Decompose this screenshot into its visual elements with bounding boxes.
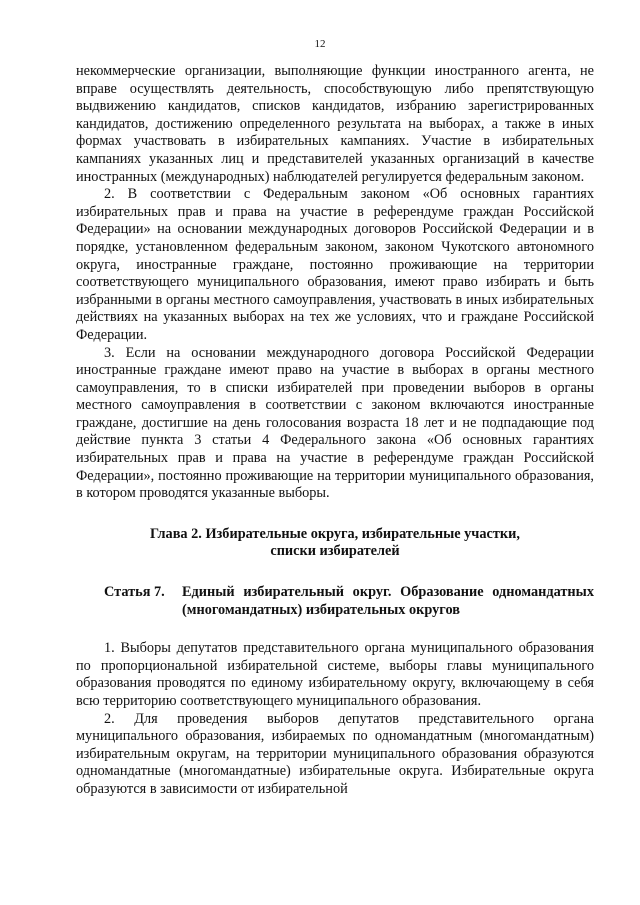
paragraph-2: 2. В соответствии с Федеральным законом «Об основных гарантиях избирательных прав и права на участие в референдуме граждан Российской Федерации» на основании международных договоров Российской Федерации и в порядке, установленном федеральным законом, законом Чукотского автономного округа, иностранные граждане, постоянно проживающие на территории соответствующего муниципального образования, имеют право избирать и быть избранными в органы местного самоуправления, участвовать в иных избирательных действиях на указанных выборах на тех же условиях, что и граждане Российской Федерации.: [76, 186, 594, 343]
article-paragraph-1: 1. Выборы депутатов представительного органа муниципального образования по пропорциональной избирательной системе, выборы главы муниципального образования проводятся по единому избирательному округу, включающему в себя всю территорию соответствующего муниципального образования.: [76, 640, 594, 709]
paragraph-3: 3. Если на основании международного договора Российской Федерации иностранные граждане имеют право на участие в выборах в органы местного самоуправления, то в списки избирателей при проведении выборов в органы местного самоуправления в соответствии с законом включаются иностранные граждане, достигшие на день голосования возраста 18 лет и не подпадающие под действие пункта 3 статьи 4 Федерального закона «Об основных гарантиях избирательных прав и права на участие в референдуме граждан Российской Федерации», постоянно проживающие на территории муниципального образования, в котором проводятся указанные выборы.: [76, 344, 594, 502]
page-number: 12: [314, 38, 326, 50]
article-paragraph-2: 2. Для проведения выборов депутатов представительного органа муниципального образования, избираемых по одномандатным (многомандатным) избирательным округам, на территории муниципального образования образуются одномандатные (многомандатные) избирательные округа. Избирательные округа образуются в зависимости от избирательной: [76, 710, 594, 797]
paragraph-continuation: некоммерческие организации, выполняющие функции иностранного агента, не вправе осуществлять деятельность, способствующую либо препятствующую выдвижению кандидатов, списков кандидатов, избранию зарегистрированных кандидатов, достижению определенного результата на выборах, а также в иных формах участвовать в избирательных кампаниях. Участие в избирательных кампаниях указанных лиц и представителей указанных организаций в качестве иностранных (международных) наблюдателей регулируется федеральным законом.: [76, 63, 594, 185]
document-body: [76, 63, 594, 799]
chapter-heading: [76, 526, 594, 561]
chapter-heading-line-1: Глава 2. Избирательные округа, избирательные участки,: [150, 525, 520, 542]
article-heading: [76, 584, 594, 619]
article-title: Единый избирательный округ. Образование одномандатных (многомандатных) избирательных округов: [182, 584, 594, 618]
chapter-heading-line-2: списки избирателей: [270, 543, 400, 560]
article-label: Статья 7.: [104, 584, 165, 601]
